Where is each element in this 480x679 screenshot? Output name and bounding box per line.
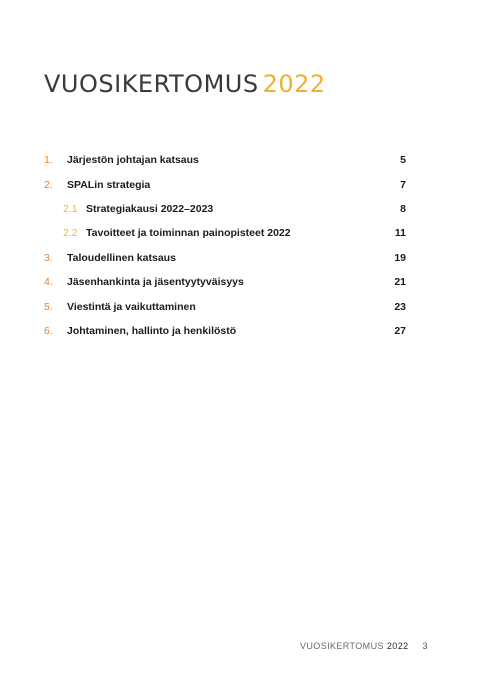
toc-page-number: 11 xyxy=(394,227,406,240)
toc-number: 5. xyxy=(44,300,53,313)
toc-label: SPALin strategia xyxy=(67,178,151,191)
toc-page-number: 8 xyxy=(400,202,406,215)
toc-entry[interactable] xyxy=(44,294,406,318)
toc-label: Viestintä ja vaikuttaminen xyxy=(67,300,196,313)
toc-label: Järjestön johtajan katsaus xyxy=(67,154,199,167)
footer-year: 2022 xyxy=(386,641,409,651)
toc-subentry[interactable] xyxy=(44,221,406,245)
toc-number: 6. xyxy=(44,324,53,337)
toc-page-number: 19 xyxy=(394,251,406,264)
table-of-contents xyxy=(44,148,406,343)
toc-label: Johtaminen, hallinto ja henkilöstö xyxy=(67,324,237,337)
toc-page-number: 23 xyxy=(394,300,406,313)
toc-page-number: 27 xyxy=(394,324,406,337)
footer-page-number: 3 xyxy=(422,641,428,651)
toc-entry[interactable] xyxy=(44,148,406,172)
footer-title: VUOSIKERTOMUS xyxy=(300,641,384,651)
toc-entry[interactable] xyxy=(44,246,406,270)
toc-number: 2.2 xyxy=(63,227,78,240)
toc-number: 1. xyxy=(44,154,53,167)
toc-number: 2. xyxy=(44,178,53,191)
toc-label: Jäsenhankinta ja jäsentyytyväisyys xyxy=(67,276,244,289)
toc-page-number: 21 xyxy=(394,276,406,289)
toc-label: Taloudellinen katsaus xyxy=(67,251,176,264)
toc-entry[interactable] xyxy=(44,270,406,294)
toc-label: Tavoitteet ja toiminnan painopisteet 2022 xyxy=(86,227,291,240)
toc-number: 2.1 xyxy=(63,202,78,215)
page-title xyxy=(44,72,326,96)
toc-entry[interactable] xyxy=(44,319,406,343)
toc-label: Strategiakausi 2022–2023 xyxy=(86,202,214,215)
toc-page-number: 7 xyxy=(400,178,406,191)
toc-subentry[interactable] xyxy=(44,197,406,221)
toc-number: 3. xyxy=(44,251,53,264)
toc-page-number: 5 xyxy=(400,154,406,167)
page-footer xyxy=(300,641,428,651)
title-main: VUOSIKERTOMUS xyxy=(44,70,259,98)
toc-number: 4. xyxy=(44,276,53,289)
toc-entry[interactable] xyxy=(44,172,406,196)
title-year: 2022 xyxy=(262,70,326,98)
